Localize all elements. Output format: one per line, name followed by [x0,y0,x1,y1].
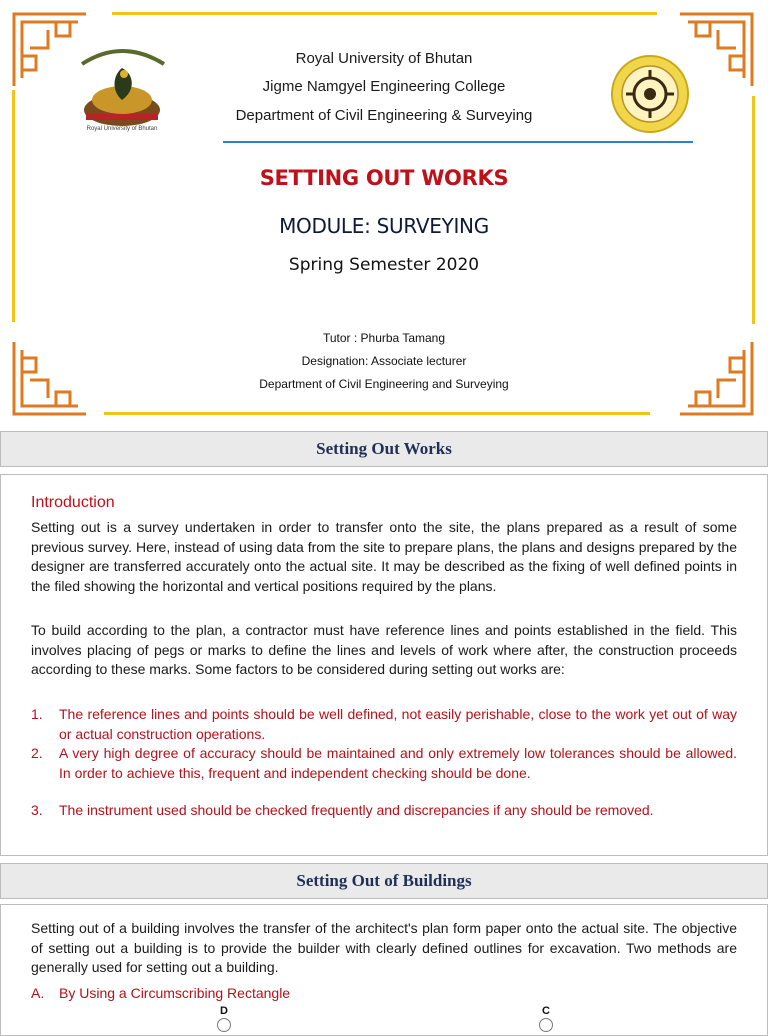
introduction-heading: Introduction [31,494,115,511]
list-item [31,705,737,744]
list-item-text: The instrument used should be checked frequently and discrepancies if any should be removed. [59,802,654,818]
top-border-line [112,12,657,15]
intro-paragraph-2: To build according to the plan, a contractor must have reference lines and points established in the field. This involves placing of pegs or marks to define the lines and levels of work where after, the construction proceeds according to these marks. Some factors to be considered during setting out works are: [31,622,737,677]
list-item [31,801,737,821]
header-divider [223,141,693,143]
tutor-name: Tutor : Phurba Tamang [322,331,446,345]
semester-label: Spring Semester 2020 [288,255,480,275]
tutor-designation: Designation: Associate lecturer [301,354,467,368]
cover-slide [0,0,768,427]
list-item-number: 1. [31,706,43,722]
intro-paragraph-1: Setting out is a survey undertaken in order to transfer onto the site, the plans prepared as a result of some previous survey. Here, instead of using data from the site to prepare plans, the plans and designs prepared by the designer are transferred accurately onto the actual site. It may be described as the fixing of well defined points in the filed showing the horizontal and vertical positions required by the plans. [31,519,737,594]
logo-caption: Royal University of Bhutan [86,126,158,132]
list-item-text: The reference lines and points should be well defined, not easily perishable, close to the work yet out of way or actual construction operations. [59,706,737,742]
tutor-department: Department of Civil Engineering and Surveying [259,377,509,391]
list-item-number: 2. [31,745,43,761]
department-name: Department of Civil Engineering & Surveying [235,107,533,124]
list-item [31,744,737,783]
diagram-label-d: D [220,1005,228,1017]
section-band-setting-out-works [0,431,768,467]
list-item-text: A very high degree of accuracy should be maintained and only extremely low tolerances should be allowed. In order to achieve this, frequent and independent checking should be done. [59,745,737,781]
diagram-point-c [539,1018,553,1032]
buildings-paragraph: Setting out of a building involves the transfer of the architect's plan form paper onto the actual site. The objective of setting out a building is to provide the builder with clearly defined outlines for excavation. Two methods are generally used for setting out a building. [31,920,737,975]
college-name: Jigme Namgyel Engineering College [262,78,506,95]
method-subheading-text: By Using a Circumscribing Rectangle [59,985,291,1001]
module-title: MODULE: SURVEYING [279,214,489,238]
diagram-label-c: C [542,1005,550,1017]
method-subheading-number: A. [31,985,45,1001]
university-name: Royal University of Bhutan [295,50,473,67]
section-band-setting-out-buildings [0,863,768,899]
college-seal-icon [610,54,690,134]
section-title: Setting Out of Buildings [296,871,472,890]
section-title: Setting Out Works [316,439,452,458]
list-item-number: 3. [31,802,43,818]
bottom-border-line [104,412,650,415]
method-subheading [31,985,290,1001]
left-border-line [12,90,15,322]
diagram-point-d [217,1018,231,1032]
presentation-title: SETTING OUT WORKS [259,166,509,190]
right-border-line [752,96,755,324]
